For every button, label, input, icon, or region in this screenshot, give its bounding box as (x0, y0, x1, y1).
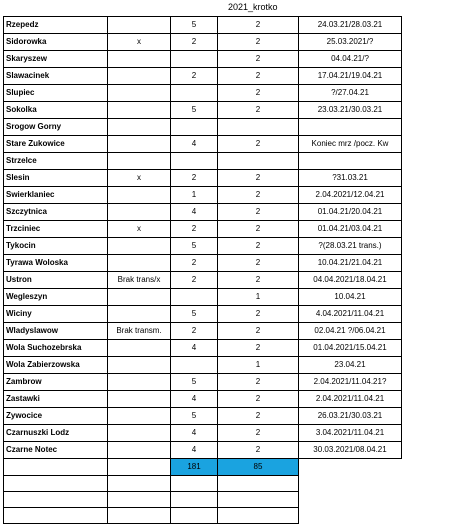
cell-dates[interactable]: 01.04.2021/15.04.21 (299, 340, 402, 357)
table-row (4, 170, 402, 187)
cell-b[interactable] (218, 119, 299, 136)
cell-dates[interactable]: 01.04.21/20.04.21 (299, 204, 402, 221)
cell-note[interactable] (108, 306, 171, 323)
cell-empty[interactable] (4, 492, 108, 508)
table-row (4, 306, 402, 323)
cell-name[interactable]: Tyrawa Woloska (4, 255, 108, 272)
table-row (4, 51, 402, 68)
cell-empty[interactable] (299, 508, 402, 524)
cell-note[interactable]: Brak transm. (108, 323, 171, 340)
cell-dates[interactable]: 23.03.21/30.03.21 (299, 102, 402, 119)
cell-empty[interactable] (4, 476, 108, 492)
cell-note[interactable] (108, 102, 171, 119)
cell-name[interactable]: Wladyslawow (4, 323, 108, 340)
cell-name[interactable]: Sidorowka (4, 34, 108, 51)
table-row (4, 289, 402, 306)
cell-b[interactable]: 2 (218, 408, 299, 425)
cell-name[interactable]: Zambrow (4, 374, 108, 391)
cell-dates[interactable]: 4.04.2021/11.04.21 (299, 306, 402, 323)
cell-a[interactable] (171, 289, 218, 306)
cell-dates[interactable]: ?/27.04.21 (299, 85, 402, 102)
cell-b[interactable]: 2 (218, 323, 299, 340)
cell-b[interactable]: 2 (218, 204, 299, 221)
cell-a[interactable]: 5 (171, 17, 218, 34)
cell-note[interactable] (108, 238, 171, 255)
cell-b[interactable]: 2 (218, 51, 299, 68)
cell-a[interactable]: 4 (171, 136, 218, 153)
table-row (4, 391, 402, 408)
cell-b[interactable]: 1 (218, 289, 299, 306)
cell-note[interactable] (108, 204, 171, 221)
cell-a[interactable]: 2 (171, 255, 218, 272)
cell-b[interactable]: 2 (218, 17, 299, 34)
cell-b[interactable]: 2 (218, 34, 299, 51)
cell-empty[interactable] (218, 492, 299, 508)
cell-empty[interactable] (171, 492, 218, 508)
cell-dates[interactable]: ?(28.03.21 trans.) (299, 238, 402, 255)
table-row (4, 357, 402, 374)
table-row (4, 119, 402, 136)
total-b[interactable]: 85 (218, 459, 299, 476)
cell-note[interactable] (108, 119, 171, 136)
cell-name[interactable]: Wola Zabierzowska (4, 357, 108, 374)
table-row (4, 255, 402, 272)
cell-name[interactable]: Srogow Gorny (4, 119, 108, 136)
table-row (4, 442, 402, 459)
table-row (4, 204, 402, 221)
cell-b[interactable]: 2 (218, 340, 299, 357)
cell-note[interactable] (108, 153, 171, 170)
cell-dates[interactable]: 04.04.2021/18.04.21 (299, 272, 402, 289)
cell-a[interactable]: 5 (171, 306, 218, 323)
cell-b[interactable]: 2 (218, 102, 299, 119)
cell-b[interactable]: 2 (218, 255, 299, 272)
cell-note[interactable] (108, 289, 171, 306)
cell-note[interactable]: Brak trans/x (108, 272, 171, 289)
table-row (4, 34, 402, 51)
cell-b[interactable]: 2 (218, 221, 299, 238)
cell-name[interactable]: Zywocice (4, 408, 108, 425)
table-row (4, 238, 402, 255)
cell-dates[interactable]: 10.04.21/21.04.21 (299, 255, 402, 272)
cell-note[interactable] (108, 391, 171, 408)
cell-dates[interactable]: 24.03.21/28.03.21 (299, 17, 402, 34)
cell-empty[interactable] (108, 508, 171, 524)
cell-name[interactable]: Zastawki (4, 391, 108, 408)
cell-name[interactable]: Ustron (4, 272, 108, 289)
cell-b[interactable]: 2 (218, 391, 299, 408)
cell-a[interactable]: 2 (171, 221, 218, 238)
total-a[interactable]: 181 (171, 459, 218, 476)
cell-dates[interactable]: 04.04.21/? (299, 51, 402, 68)
cell-b[interactable]: 2 (218, 85, 299, 102)
cell-b[interactable] (218, 153, 299, 170)
cell-a[interactable]: 4 (171, 425, 218, 442)
cell-empty[interactable] (108, 476, 171, 492)
cell-a[interactable]: 5 (171, 238, 218, 255)
cell-a[interactable]: 1 (171, 187, 218, 204)
cell-a[interactable] (171, 119, 218, 136)
cell-dates[interactable]: 2.04.2021/12.04.21 (299, 187, 402, 204)
table-row (4, 102, 402, 119)
table-row (4, 323, 402, 340)
cell-dates[interactable]: 2.04.2021/11.04.21 (299, 391, 402, 408)
cell-note[interactable] (108, 425, 171, 442)
cell-note[interactable] (108, 340, 171, 357)
cell-dates[interactable] (299, 119, 402, 136)
cell-name[interactable]: Czarne Notec (4, 442, 108, 459)
cell-dates[interactable]: 23.04.21 (299, 357, 402, 374)
cell-a[interactable]: 2 (171, 68, 218, 85)
empty-row (4, 492, 402, 508)
spreadsheet-table (3, 16, 402, 524)
table-row (4, 136, 402, 153)
cell-b[interactable]: 2 (218, 136, 299, 153)
cell-a[interactable]: 2 (171, 323, 218, 340)
cell-a[interactable]: 4 (171, 391, 218, 408)
cell-a[interactable]: 5 (171, 408, 218, 425)
table-body (4, 17, 402, 524)
cell-empty[interactable] (299, 476, 402, 492)
cell-name[interactable]: Czarnuszki Lodz (4, 425, 108, 442)
cell-dates[interactable]: 10.04.21 (299, 289, 402, 306)
table-row (4, 187, 402, 204)
cell-dates[interactable]: 25.03.2021/? (299, 34, 402, 51)
table-row (4, 408, 402, 425)
cell-a[interactable]: 4 (171, 340, 218, 357)
cell-empty[interactable] (4, 508, 108, 524)
cell-name[interactable]: Szczytnica (4, 204, 108, 221)
cell-name[interactable]: Tykocin (4, 238, 108, 255)
cell-dates[interactable] (299, 153, 402, 170)
cell-name[interactable]: Rzepedz (4, 17, 108, 34)
cell-name[interactable]: Slesin (4, 170, 108, 187)
cell-name[interactable]: Stare Zukowice (4, 136, 108, 153)
cell-empty[interactable] (218, 476, 299, 492)
cell-dates[interactable]: 3.04.2021/11.04.21 (299, 425, 402, 442)
table-row (4, 272, 402, 289)
cell-a[interactable]: 5 (171, 102, 218, 119)
empty-row (4, 508, 402, 524)
cell-a[interactable]: 5 (171, 374, 218, 391)
cell-b[interactable]: 2 (218, 374, 299, 391)
sheet-title: 2021_krotko (228, 2, 278, 12)
table-row (4, 221, 402, 238)
table-row (4, 153, 402, 170)
cell-name[interactable]: Strzelce (4, 153, 108, 170)
cell-note[interactable] (108, 187, 171, 204)
cell-b[interactable]: 2 (218, 272, 299, 289)
cell-name[interactable]: Skaryszew (4, 51, 108, 68)
cell-note[interactable] (108, 442, 171, 459)
cell-b[interactable]: 2 (218, 238, 299, 255)
cell-dates[interactable]: 01.04.21/03.04.21 (299, 221, 402, 238)
cell-name[interactable]: Wola Suchozebrska (4, 340, 108, 357)
cell-note[interactable] (108, 374, 171, 391)
empty-row (4, 476, 402, 492)
cell-note[interactable] (108, 408, 171, 425)
table-row (4, 374, 402, 391)
cell-name[interactable]: Trzciniec (4, 221, 108, 238)
cell-a[interactable] (171, 85, 218, 102)
cell-dates[interactable]: 17.04.21/19.04.21 (299, 68, 402, 85)
cell-a[interactable]: 2 (171, 170, 218, 187)
cell-a[interactable] (171, 357, 218, 374)
cell-empty[interactable] (171, 476, 218, 492)
cell-empty[interactable] (299, 459, 402, 476)
cell-note[interactable] (108, 68, 171, 85)
cell-a[interactable]: 4 (171, 442, 218, 459)
cell-note[interactable] (108, 85, 171, 102)
cell-note[interactable]: x (108, 221, 171, 238)
table-row (4, 340, 402, 357)
cell-b[interactable]: 2 (218, 187, 299, 204)
cell-name[interactable]: Swierklaniec (4, 187, 108, 204)
cell-note[interactable] (108, 136, 171, 153)
cell-name[interactable]: Wiciny (4, 306, 108, 323)
cell-empty[interactable] (171, 508, 218, 524)
cell-name[interactable]: Sokolka (4, 102, 108, 119)
totals-row (4, 459, 402, 476)
cell-note[interactable] (108, 51, 171, 68)
cell-dates[interactable]: 30.03.2021/08.04.21 (299, 442, 402, 459)
cell-note[interactable] (108, 17, 171, 34)
cell-b[interactable]: 2 (218, 170, 299, 187)
cell-dates[interactable]: 02.04.21 ?/06.04.21 (299, 323, 402, 340)
cell-b[interactable]: 2 (218, 425, 299, 442)
cell-dates[interactable]: 2.04.2021/11.04.21? (299, 374, 402, 391)
table-row (4, 68, 402, 85)
cell-empty[interactable] (218, 508, 299, 524)
cell-a[interactable] (171, 51, 218, 68)
table-row (4, 85, 402, 102)
cell-a[interactable]: 2 (171, 272, 218, 289)
cell-b[interactable]: 1 (218, 357, 299, 374)
cell-empty[interactable] (4, 459, 108, 476)
cell-a[interactable]: 4 (171, 204, 218, 221)
cell-dates[interactable]: 26.03.21/30.03.21 (299, 408, 402, 425)
cell-name[interactable]: Wegleszyn (4, 289, 108, 306)
cell-name[interactable]: Slawacinek (4, 68, 108, 85)
cell-empty[interactable] (299, 492, 402, 508)
cell-dates[interactable]: ?31.03.21 (299, 170, 402, 187)
cell-empty[interactable] (108, 492, 171, 508)
cell-a[interactable] (171, 153, 218, 170)
cell-b[interactable]: 2 (218, 306, 299, 323)
cell-a[interactable]: 2 (171, 34, 218, 51)
cell-note[interactable] (108, 255, 171, 272)
table-row (4, 17, 402, 34)
cell-note[interactable] (108, 357, 171, 374)
cell-dates[interactable]: Koniec mrz /pocz. Kw (299, 136, 402, 153)
cell-name[interactable]: Slupiec (4, 85, 108, 102)
table-row (4, 425, 402, 442)
cell-b[interactable]: 2 (218, 442, 299, 459)
cell-note[interactable]: x (108, 170, 171, 187)
cell-empty[interactable] (108, 459, 171, 476)
cell-b[interactable]: 2 (218, 68, 299, 85)
cell-note[interactable]: x (108, 34, 171, 51)
